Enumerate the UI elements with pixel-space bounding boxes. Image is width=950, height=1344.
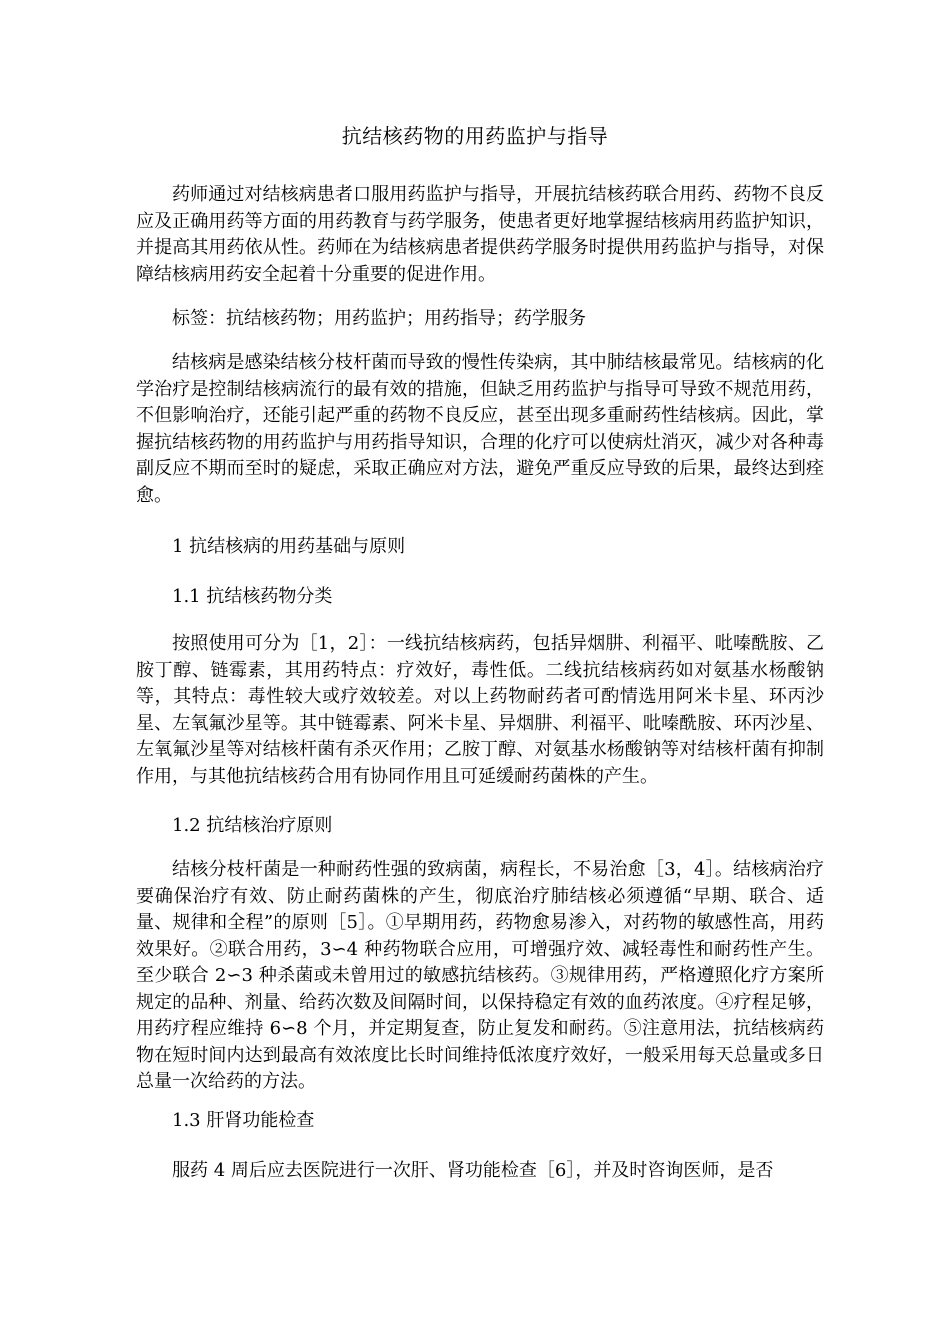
section-1-1-heading: 1.1 抗结核药物分类	[172, 586, 333, 607]
intro-paragraph: 结核病是感染结核分枝杆菌而导致的慢性传染病，其中肺结核最常见。结核病的化学治疗是控制结核病流行的最有效的措施，但缺乏用药监护与指导可导致不规范用药，不但影响治疗，还能引起严重的药物不良反应，甚至出现多重耐药性结核病。因此，掌握抗结核药物的用药监护与用药指导知识，合理的化疗可以使病灶消灭，减少对各种毒副反应不期而至时的疑虑，采取正确应对方法，避免严重反应导致的后果，最终达到痊愈。	[136, 352, 824, 506]
section-1-3-paragraph: 服药 4 周后应去医院进行一次肝、肾功能检查［6］，并及时咨询医师，是否	[172, 1160, 774, 1181]
section-1-heading: 1 抗结核病的用药基础与原则	[172, 536, 406, 557]
section-1-2-paragraph: 结核分枝杆菌是一种耐药性强的致病菌，病程长，不易治愈［3，4］。结核病治疗要确保治疗有效、防止耐药菌株的产生，彻底治疗肺结核必须遵循“早期、联合、适量、规律和全程”的原则［5］。①早期用药，药物愈易渗入，对药物的敏感性高，用药效果好。②联合用药，3∽4 种药物联合应用，可增强疗效、减轻毒性和耐药性产生。至少联合 2∽3 种杀菌或未曾用过的敏感抗结核药。③规律用药，严格遵照化疗方案所规定的品种、剂量、给药次数及间隔时间，以保持稳定有效的血药浓度。④疗程足够，用药疗程应维持 6∽8 个月，并定期复查，防止复发和耐药。⑤注意用法，抗结核病药物在短时间内达到最高有效浓度比长时间维持低浓度疗效好，一般采用每天总量或多日总量一次给药的方法。	[136, 859, 824, 1092]
section-1-2-heading: 1.2 抗结核治疗原则	[172, 815, 333, 836]
section-1-1-paragraph: 按照使用可分为［1，2］：一线抗结核病药，包括异烟肼、利福平、吡嗪酰胺、乙胺丁醇、链霉素，其用药特点：疗效好，毒性低。二线抗结核病药如对氨基水杨酸钠等，其特点：毒性较大或疗效较差。对以上药物耐药者可酌情选用阿米卡星、环丙沙星、左氧氟沙星等。其中链霉素、阿米卡星、异烟肼、利福平、吡嗪酰胺、环丙沙星、左氧氟沙星等对结核杆菌有杀灭作用；乙胺丁醇、对氨基水杨酸钠等对结核杆菌有抑制作用，与其他抗结核药合用有协同作用且可延缓耐药菌株的产生。	[136, 633, 824, 787]
abstract-paragraph: 药师通过对结核病患者口服用药监护与指导，开展抗结核药联合用药、药物不良反应及正确用药等方面的用药教育与药学服务，使患者更好地掌握结核病用药监护知识，并提高其用药依从性。药师在为结核病患者提供药学服务时提供用药监护与指导，对保障结核病用药安全起着十分重要的促进作用。	[136, 184, 824, 285]
section-1-3-heading: 1.3 肝肾功能检查	[172, 1110, 315, 1131]
document-title: 抗结核药物的用药监护与指导	[341, 124, 609, 148]
keywords-line: 标签：抗结核药物；用药监护；用药指导；药学服务	[172, 308, 586, 329]
